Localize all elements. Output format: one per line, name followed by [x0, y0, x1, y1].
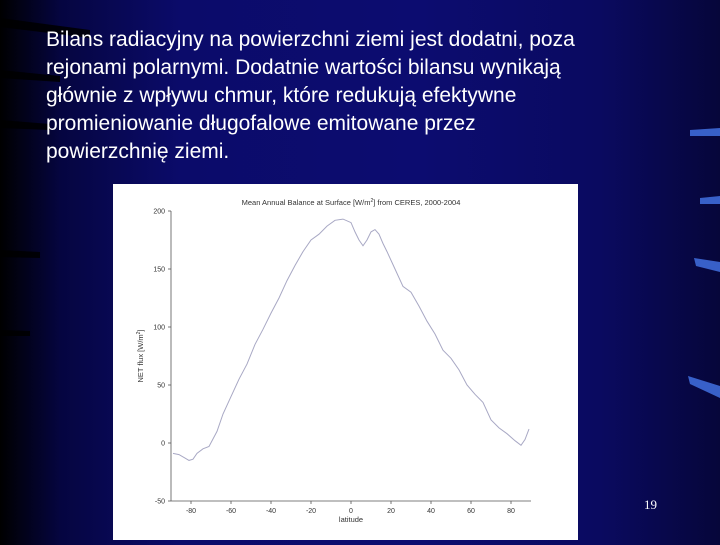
text-line: rejonami polarnymi. Dodatnie wartości bilansu wynikają: [46, 56, 561, 79]
chart-svg: [113, 184, 578, 540]
page-number: 19: [644, 497, 657, 512]
x-tick-label: 60: [467, 508, 475, 515]
y-tick-label: 100: [153, 324, 165, 332]
slide-body-text: [46, 26, 686, 166]
y-axis-label: NET flux $[W/m^2]$: [136, 329, 145, 383]
text-line: promieniowanie długofalowe emitowane przez: [46, 112, 476, 135]
series-line: [173, 219, 529, 460]
x-tick-label: -40: [265, 508, 277, 515]
text-line: Bilans radiacyjny na powierzchni ziemi jest dodatni, poza: [46, 28, 575, 51]
y-tick-label: 0: [161, 440, 165, 448]
x-tick-label: -20: [305, 508, 317, 515]
x-tick-label: 0: [349, 508, 353, 515]
y-tick-label: 200: [153, 208, 165, 216]
light-stripe-decoration: [688, 128, 720, 398]
x-tick-label: 20: [387, 508, 395, 515]
chart-figure: [113, 184, 578, 540]
x-tick-label: 40: [427, 508, 435, 515]
text-line: głównie z wpływu chmur, które redukują efektywne: [46, 84, 517, 107]
text-line: powierzchnię ziemi.: [46, 140, 230, 163]
x-tick-label: -60: [225, 508, 237, 515]
y-tick-label: -50: [154, 498, 165, 506]
x-axis-label: latitude: [338, 515, 364, 524]
y-tick-label: 150: [153, 266, 165, 274]
x-tick-label: -80: [185, 508, 197, 515]
y-tick-group: [153, 209, 171, 506]
x-tick-label: 80: [507, 508, 515, 515]
x-tick-group: [186, 501, 515, 515]
y-tick-label: 50: [157, 382, 165, 390]
plot-frame: [171, 211, 531, 501]
chart-title: Mean Annual Balance at Surface $[W/m^2]$ from CERES, 2000-2004: [241, 198, 461, 207]
